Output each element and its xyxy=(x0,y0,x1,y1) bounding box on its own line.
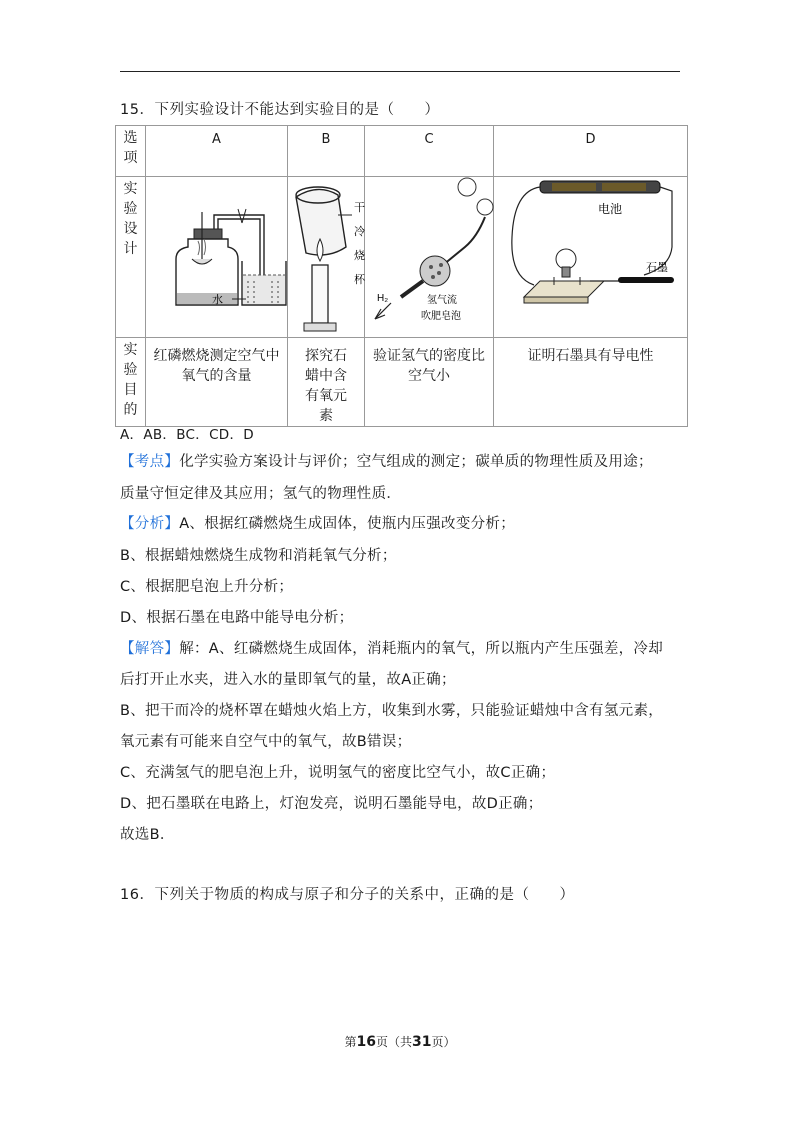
row-label-option: 选 项 xyxy=(116,126,146,177)
apparatus-d-circuit xyxy=(494,177,688,338)
answer-choices: A．AB．BC．CD．D xyxy=(120,427,254,443)
purpose-b: 探究石蜡中含有氧元素 xyxy=(288,338,365,427)
kaodian-line-2: 质量守恒定律及其应用；氢气的物理性质． xyxy=(120,486,402,502)
label-h2: H₂ xyxy=(377,293,389,304)
row-label-purpose: 实 验 目 的 xyxy=(116,338,146,427)
jieda-line-4: 氧元素有可能来自空气中的氧气，故B错误； xyxy=(120,734,412,750)
fenxi-line-1: 【分析】A、根据红磷燃烧生成固体，使瓶内压强改变分析； xyxy=(120,516,516,532)
col-header-c: C xyxy=(365,126,494,177)
jieda-line-3: B、把干而冷的烧杯罩在蜡烛火焰上方，收集到水雾，只能验证蜡烛中含有氢元素， xyxy=(120,703,664,719)
experiment-table xyxy=(115,125,688,427)
label-graphite: 石墨 xyxy=(646,262,668,274)
purpose-d: 证明石墨具有导电性 xyxy=(494,338,688,427)
apparatus-c-bubbles xyxy=(365,177,494,338)
label-water: 水 xyxy=(212,294,223,306)
fenxi-line-2: B、根据蜡烛燃烧生成物和消耗氧气分析； xyxy=(120,548,397,564)
fenxi-line-4: D、根据石墨在电路中能导电分析； xyxy=(120,610,354,626)
question-15-title: 15．下列实验设计不能达到实验目的是（ ） xyxy=(120,102,440,118)
jieda-line-2: 后打开止水夹，进入水的量即氧气的量，故A正确； xyxy=(120,672,456,688)
label-burn: 烧 xyxy=(354,250,365,262)
row-label-design: 实 验 设 计 xyxy=(116,177,146,338)
question-16-title: 16．下列关于物质的构成与原子和分子的关系中，正确的是（ ） xyxy=(120,887,575,903)
jieda-tag: 【解答】 xyxy=(120,641,180,657)
col-header-b: B xyxy=(288,126,365,177)
label-battery: 电池 xyxy=(598,202,623,216)
label-dry: 干 xyxy=(354,202,365,214)
purpose-c: 验证氢气的密度比空气小 xyxy=(365,338,494,427)
col-header-d: D xyxy=(494,126,688,177)
col-header-a: A xyxy=(146,126,288,177)
kaodian-line-1: 【考点】化学实验方案设计与评价；空气组成的测定；碳单质的物理性质及用途； xyxy=(120,454,653,470)
label-blow-bubble: 吹肥皂泡 xyxy=(421,311,461,322)
fenxi-tag: 【分析】 xyxy=(120,516,180,532)
purpose-a: 红磷燃烧测定空气中氧气的含量 xyxy=(146,338,288,427)
jieda-line-5: C、充满氢气的肥皂泡上升，说明氢气的密度比空气小，故C正确； xyxy=(120,765,556,781)
label-cold: 冷 xyxy=(354,226,365,238)
label-cup: 杯 xyxy=(354,274,365,286)
label-hydrogen-flow: 氢气流 xyxy=(427,295,457,306)
jieda-line-7: 故选B． xyxy=(120,827,175,843)
apparatus-a-phosphorus xyxy=(146,177,288,338)
kaodian-tag: 【考点】 xyxy=(120,454,180,470)
fenxi-line-3: C、根据肥皂泡上升分析； xyxy=(120,579,294,595)
header-rule xyxy=(120,71,680,72)
apparatus-b-candle xyxy=(288,177,365,338)
jieda-line-1: 【解答】解：A、红磷燃烧生成固体，消耗瓶内的氧气，所以瓶内产生压强差，冷却 xyxy=(120,641,664,657)
jieda-line-6: D、把石墨联在电路上，灯泡发亮，说明石墨能导电，故D正确； xyxy=(120,796,543,812)
page-footer: 第16页（共31页） xyxy=(344,1034,456,1050)
